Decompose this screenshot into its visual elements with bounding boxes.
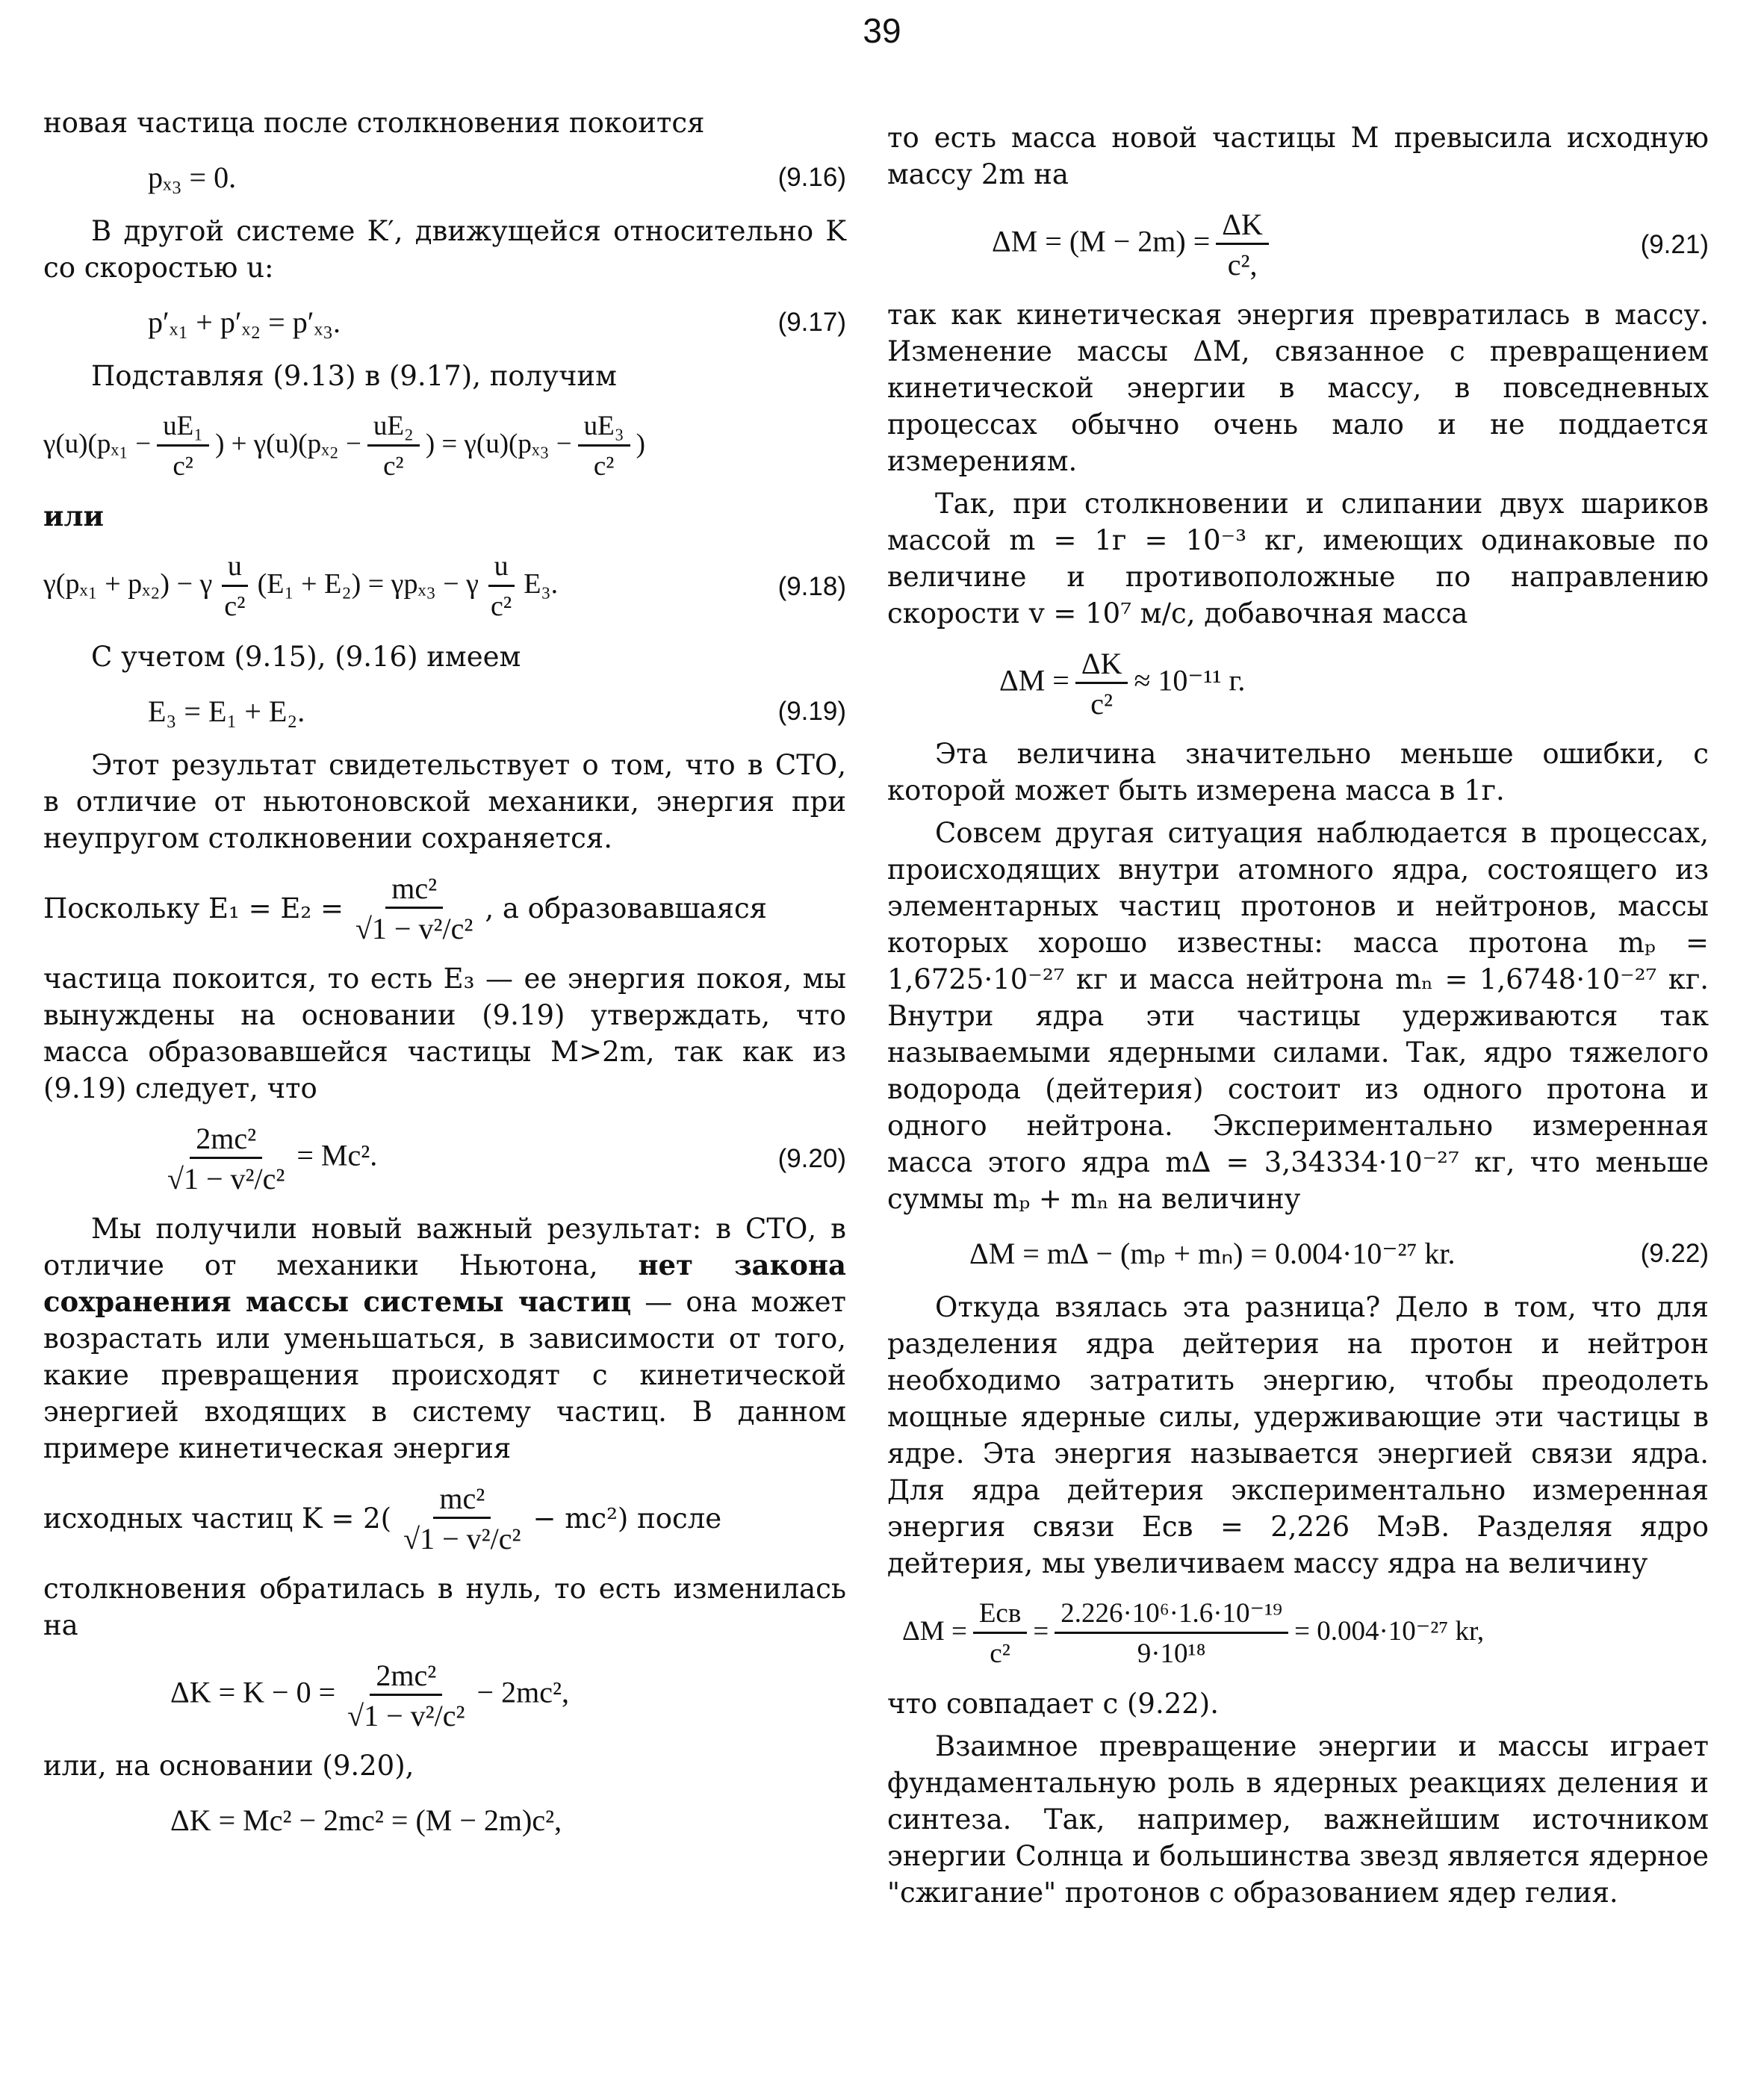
text-part: — она может возрастать или уменьшаться, в зависимости от того, какие превращения происходят с кинетической энергией входящих в систему частиц. В данном примере кинетическая энергия [43, 1286, 846, 1464]
text-paragraph: частица покоится, то есть E₃ — ее энергия покоя, мы вынуждены на основании (9.19) утверждать, что масса образовавшейся частицы M>2m, так как из (9.19) следует, что [43, 963, 846, 1104]
fraction-numerator: mc² [385, 870, 443, 909]
equation-delta-k [43, 1657, 846, 1734]
equation-body [43, 1657, 846, 1734]
emphasized-text: нет закона сохранения массы системы частиц [43, 1249, 846, 1318]
equation-9-16 [43, 155, 846, 199]
equation-9-18 [43, 548, 846, 625]
equation-inline-energy [43, 870, 846, 947]
fraction [1216, 206, 1269, 283]
equation-9-19 [43, 689, 846, 733]
fraction-numerator: Eсв [973, 1595, 1028, 1634]
fraction-denominator: c² [490, 591, 512, 622]
text-paragraph: или [43, 500, 104, 532]
equation-part: = 0.004·10⁻²⁷ kr, [1294, 1615, 1485, 1647]
equation-part: − mc²) после [532, 1502, 722, 1535]
equation-substitution [43, 408, 846, 485]
fraction-numerator: u [222, 548, 248, 587]
fraction [218, 548, 251, 625]
equation-9-20 [43, 1120, 846, 1197]
equation-body: pₓ₃ = 0. [148, 160, 237, 194]
equation-body [43, 548, 734, 625]
fraction-denominator: c² [173, 451, 193, 482]
equation-part: − 2mc², [476, 1675, 569, 1709]
equation-number: (9.22) [1640, 1238, 1709, 1268]
fraction-denominator: 9·10¹⁸ [1137, 1638, 1206, 1669]
text-paragraph: или, на основании (9.20), [43, 1750, 414, 1782]
equation-part: ΔM = [999, 663, 1069, 697]
fraction [367, 408, 420, 485]
equation-body: ΔK = Mc² − 2mc² = (M − 2m)c², [170, 1803, 562, 1837]
equation-part: ) [636, 428, 645, 459]
equation-delta-m-small [887, 645, 1709, 722]
text-paragraph: В другой системе K′, движущейся относительно K со скоростью u: [43, 215, 846, 284]
text-paragraph: Эта величина значительно меньше ошибки, с которой может быть измерена масса в 1г. [887, 738, 1709, 807]
fraction-numerator: ΔK [1075, 645, 1128, 684]
fraction-denominator: c², [1227, 248, 1258, 282]
fraction-numerator: 2.226·10⁶·1.6·10⁻¹⁹ [1055, 1595, 1288, 1634]
equation-body [43, 408, 846, 485]
fraction-denominator: √1 − v²/c² [355, 912, 473, 945]
equation-part: ) = γ(u)(pₓ₃ − [425, 428, 572, 459]
fraction-denominator: c² [990, 1638, 1010, 1669]
equation-part: ) + γ(u)(pₓ₂ − [215, 428, 361, 459]
left-column [43, 105, 846, 1856]
text-part: Мы получили новый важный результат: в СТО, в отличие от механики Ньютона, [43, 1213, 846, 1281]
equation-9-21 [887, 206, 1709, 283]
equation-part: (E₁ + E₂) = γpₓ₃ − γ [257, 568, 479, 600]
page-number: 39 [863, 11, 901, 50]
fraction [350, 870, 479, 947]
text-paragraph: Взаимное превращение энергии и массы играет фундаментальную роль в ядерных реакциях деления и синтеза. Так, например, важнейшим источником энергии Солнца и большинства звезд является ядерное "сжигание" протонов с образованием ядер гелия. [887, 1730, 1709, 1909]
fraction-numerator: uE₁ [157, 408, 209, 447]
equation-part: ΔK = K − 0 = [170, 1675, 336, 1709]
equation-part: , а образовавшаяся [485, 892, 768, 924]
fraction-numerator: u [488, 548, 515, 587]
equation-part: исходных частиц K = 2( [43, 1502, 392, 1535]
equation-part: E₃. [524, 568, 559, 600]
fraction-numerator: 2mc² [190, 1120, 262, 1159]
fraction [1055, 1595, 1288, 1672]
equation-part: ΔM = [902, 1615, 967, 1647]
equation-body [43, 1120, 734, 1197]
fraction-numerator: mc² [433, 1480, 491, 1519]
equation-part: γ(pₓ₁ + pₓ₂) − γ [43, 568, 213, 600]
text-paragraph: столкновения обратилась в нуль, то есть изменилась на [43, 1573, 846, 1641]
equation-number: (9.17) [777, 307, 846, 337]
text-paragraph [43, 1211, 846, 1467]
text-paragraph: новая частица после столкновения покоится [43, 107, 705, 139]
text-paragraph: Откуда взялась эта разница? Дело в том, что для разделения ядра дейтерия на протон и нейтрон необходимо затратить энергию, чтобы преодолеть мощные ядерные силы, удерживающие эти частицы в ядре. Эта энергия называется энергией связи ядра. Для ядра дейтерия экспериментально измеренная энергия связи Eсв = 2,226 МэВ. Разделяя ядро дейтерия, мы увеличиваем массу ядра на величину [887, 1291, 1709, 1579]
fraction [157, 408, 209, 485]
equation-part: = [1033, 1615, 1049, 1647]
text-paragraph: Совсем другая ситуация наблюдается в процессах, происходящих внутри атомного ядра, состоящего из элементарных частиц протонов и нейтронов, массы которых хорошо известны: масса протона mₚ = 1,6725·10⁻²⁷ кг и масса нейтрона mₙ = 1,6748·10⁻²⁷ кг. Внутри ядра эти частицы удерживаются так называемыми ядерными силами. Так, ядро тяжелого водорода (дейтерия) состоит из одного протона и одного нейтрона. Экспериментально измеренная масса этого ядра m∆ = 3,34334·10⁻²⁷ кг, что меньше суммы mₚ + mₙ на величину [887, 817, 1709, 1215]
equation-9-22 [887, 1231, 1709, 1275]
equation-part: = Mc². [296, 1138, 378, 1172]
fraction-numerator: 2mc² [370, 1657, 442, 1696]
fraction [397, 1480, 527, 1557]
equation-body [887, 645, 1709, 722]
text-paragraph: Этот результат свидетельствует о том, что в СТО, в отличие от ньютоновской механики, энергия при неупругом столкновении сохраняется. [43, 749, 846, 854]
text-paragraph: Так, при столкновении и слипании двух шариков массой m = 1г = 10⁻³ кг, имеющих одинаковые по величине и противоположные по направлению скорости v = 10⁷ м/с, добавочная масса [887, 488, 1709, 630]
equation-body [887, 206, 1597, 283]
fraction [578, 408, 630, 485]
fraction-numerator: ΔK [1216, 206, 1269, 245]
equation-delta-k-2 [43, 1797, 846, 1842]
fraction-denominator: c² [593, 451, 615, 482]
fraction [973, 1595, 1028, 1672]
equation-body [887, 1595, 1709, 1672]
fraction-denominator: √1 − v²/c² [167, 1162, 285, 1196]
equation-number: (9.18) [777, 572, 846, 601]
equation-9-17 [43, 299, 846, 344]
fraction-numerator: uE₂ [367, 408, 420, 447]
fraction [341, 1657, 470, 1734]
fraction-denominator: c² [224, 591, 246, 622]
equation-number: (9.19) [777, 696, 846, 726]
equation-part: ≈ 10⁻¹¹ г. [1134, 663, 1246, 697]
equation-kinetic-energy [43, 1480, 846, 1557]
equation-part: ΔM = (M − 2m) = [992, 224, 1211, 258]
text-paragraph: С учетом (9.15), (9.16) имеем [91, 641, 521, 673]
equation-body: ΔM = m∆ − (mₚ + mₙ) = 0.004·10⁻²⁷ kr. [969, 1236, 1456, 1270]
fraction-denominator: √1 − v²/c² [347, 1699, 465, 1732]
fraction-denominator: √1 − v²/c² [403, 1522, 521, 1556]
text-paragraph: то есть масса новой частицы M превысила исходную массу 2m на [887, 122, 1709, 190]
equation-binding-energy [887, 1595, 1709, 1672]
equation-number: (9.20) [777, 1144, 846, 1173]
fraction [485, 548, 518, 625]
fraction [1075, 645, 1128, 722]
fraction-denominator: c² [383, 451, 404, 482]
fraction [161, 1120, 291, 1197]
text-paragraph: Подставляя (9.13) в (9.17), получим [91, 360, 617, 392]
equation-number: (9.21) [1640, 230, 1709, 259]
equation-body: p′ₓ₁ + p′ₓ₂ = p′ₓ₃. [148, 305, 341, 339]
equation-body: E₃ = E₁ + E₂. [148, 694, 305, 728]
right-column [887, 119, 1709, 1917]
equation-number: (9.16) [777, 162, 846, 192]
equation-part: Поскольку E₁ = E₂ = [43, 892, 344, 924]
text-paragraph: так как кинетическая энергия превратилась в массу. Изменение массы ΔM, связанное с превращением кинетической энергии в массу, в повседневных процессах обычно очень мало и не поддается измерениям. [887, 299, 1709, 477]
fraction-numerator: uE₃ [578, 408, 630, 447]
text-paragraph: что совпадает с (9.22). [887, 1688, 1219, 1720]
fraction-denominator: c² [1090, 687, 1114, 721]
equation-part: γ(u)(pₓ₁ − [43, 428, 152, 459]
